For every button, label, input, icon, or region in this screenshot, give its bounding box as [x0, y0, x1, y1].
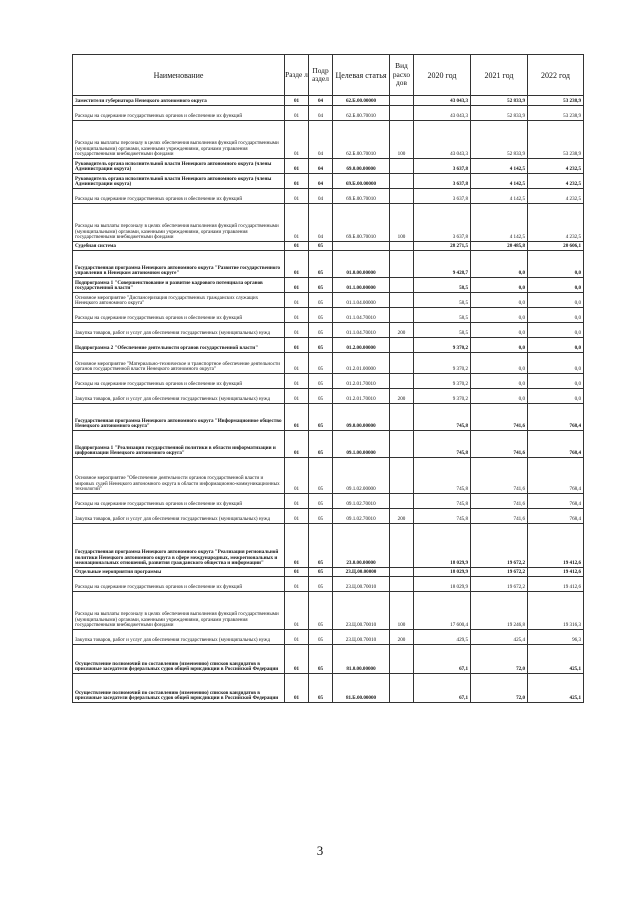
- table-row: [73, 494, 584, 509]
- row-razdel: 01: [285, 242, 309, 251]
- row-2022: 425,1: [528, 645, 584, 674]
- table-row: [73, 353, 584, 374]
- row-2022: 4 232,5: [528, 189, 584, 204]
- row-podrazdel: 05: [309, 338, 333, 353]
- row-2021: 52 833,9: [471, 96, 528, 106]
- row-2022: 768,4: [528, 494, 584, 509]
- row-target: 62.Б.00.00000: [333, 96, 390, 106]
- row-2021: 0,0: [471, 278, 528, 293]
- row-razdel: 01: [285, 353, 309, 374]
- row-podrazdel: 05: [309, 389, 333, 404]
- row-target: 62.Б.00.70010: [333, 121, 390, 159]
- table-row: [73, 323, 584, 338]
- row-2022: 0,0: [528, 338, 584, 353]
- table-row: [73, 524, 584, 568]
- table-row: [73, 242, 584, 251]
- table-row: [73, 389, 584, 404]
- row-name: Расходы на выплаты персоналу в целях обеспечения выполнения функций государственными (муниципальными) органами, казенными учреждениями, органами управления государственными внебюджетными фондами: [73, 121, 285, 159]
- row-razdel: 01: [285, 338, 309, 353]
- row-razdel: 01: [285, 323, 309, 338]
- row-podrazdel: 05: [309, 630, 333, 645]
- row-podrazdel: 04: [309, 159, 333, 174]
- row-2021: 4 142,5: [471, 204, 528, 242]
- row-2020: 58,5: [414, 278, 471, 293]
- row-vid: [390, 278, 414, 293]
- col-header-razdel: Разде л: [285, 55, 309, 96]
- row-2021: 0,0: [471, 389, 528, 404]
- row-2021: 0,0: [471, 323, 528, 338]
- col-header-vid: Вид расхо дов: [390, 55, 414, 96]
- row-2020: 18 029,9: [414, 568, 471, 577]
- row-2020: 18 029,9: [414, 577, 471, 592]
- col-header-target: Целевая статья: [333, 55, 390, 96]
- row-podrazdel: 05: [309, 308, 333, 323]
- row-target: 23.Ц.00.70010: [333, 592, 390, 630]
- row-vid: [390, 159, 414, 174]
- table-header-row: [73, 55, 584, 96]
- row-2021: 52 833,9: [471, 121, 528, 159]
- table-row: [73, 189, 584, 204]
- col-header-2022: 2022 год: [528, 55, 584, 96]
- row-vid: [390, 189, 414, 204]
- row-2020: 58,5: [414, 293, 471, 308]
- row-2021: 19 672,2: [471, 568, 528, 577]
- row-razdel: 01: [285, 524, 309, 568]
- row-2020: 745,8: [414, 458, 471, 494]
- row-2022: 425,1: [528, 674, 584, 703]
- row-name: Судебная система: [73, 242, 285, 251]
- row-target: 23.0.00.00000: [333, 524, 390, 568]
- row-name: Подпрограмма 1 "Реализация государственной политики в области информатизации и цифровизации Ненецкого автономного округа": [73, 431, 285, 458]
- row-2021: 52 833,9: [471, 106, 528, 121]
- row-target: 01.2.00.00000: [333, 338, 390, 353]
- row-razdel: 01: [285, 630, 309, 645]
- row-2021: 4 142,5: [471, 174, 528, 189]
- row-target: 09.0.00.00000: [333, 404, 390, 431]
- row-target: 69.Б.00.00000: [333, 174, 390, 189]
- row-target: 01.0.00.00000: [333, 251, 390, 278]
- row-2022: 0,0: [528, 374, 584, 389]
- row-2022: 4 232,5: [528, 204, 584, 242]
- row-vid: 100: [390, 204, 414, 242]
- table-row: [73, 159, 584, 174]
- row-2022: 0,0: [528, 293, 584, 308]
- row-2022: 0,0: [528, 389, 584, 404]
- row-name: Руководитель органа исполнительной власти Ненецкого автономного округа (члены Администрации округа): [73, 159, 285, 174]
- row-target: 69.Б.00.70010: [333, 204, 390, 242]
- row-vid: [390, 404, 414, 431]
- row-name: Расходы на содержание государственных органов и обеспечение их функций: [73, 374, 285, 389]
- row-razdel: 01: [285, 494, 309, 509]
- table-row: [73, 404, 584, 431]
- row-vid: [390, 577, 414, 592]
- table-row: [73, 106, 584, 121]
- table-row: [73, 278, 584, 293]
- row-razdel: 01: [285, 645, 309, 674]
- row-vid: 200: [390, 509, 414, 524]
- row-razdel: 01: [285, 404, 309, 431]
- table-row: [73, 251, 584, 278]
- row-2021: 72,0: [471, 645, 528, 674]
- row-2021: 72,0: [471, 674, 528, 703]
- row-target: 62.Б.00.70010: [333, 106, 390, 121]
- row-name: Государственная программа Ненецкого автономного округа "Информационное общество Ненецкого автономного округа": [73, 404, 285, 431]
- row-vid: [390, 174, 414, 189]
- row-2020: 9 370,2: [414, 374, 471, 389]
- row-2022: 53 238,9: [528, 121, 584, 159]
- row-vid: 200: [390, 630, 414, 645]
- row-2022: 96,3: [528, 630, 584, 645]
- row-name: Заместители губернатора Ненецкого автономного округа: [73, 96, 285, 106]
- row-vid: [390, 431, 414, 458]
- row-name: Закупка товаров, работ и услуг для обеспечения государственных (муниципальных) нужд: [73, 630, 285, 645]
- table-row: [73, 458, 584, 494]
- row-2020: 28 271,5: [414, 242, 471, 251]
- row-2021: 20 485,8: [471, 242, 528, 251]
- row-razdel: 01: [285, 159, 309, 174]
- table-row: [73, 674, 584, 703]
- row-podrazdel: 05: [309, 458, 333, 494]
- table-row: [73, 374, 584, 389]
- row-2022: 53 238,9: [528, 106, 584, 121]
- row-target: 09.1.02.00000: [333, 458, 390, 494]
- row-2022: 0,0: [528, 323, 584, 338]
- col-header-name: Наименование: [73, 55, 285, 96]
- row-2021: 0,0: [471, 353, 528, 374]
- row-podrazdel: 05: [309, 509, 333, 524]
- row-target: 69.0.00.00000: [333, 159, 390, 174]
- row-podrazdel: 05: [309, 577, 333, 592]
- row-2022: 0,0: [528, 251, 584, 278]
- row-2022: 768,4: [528, 431, 584, 458]
- row-2020: 3 637,8: [414, 174, 471, 189]
- row-2020: 745,8: [414, 431, 471, 458]
- row-2021: 741,6: [471, 404, 528, 431]
- row-2020: 18 029,9: [414, 524, 471, 568]
- row-target: 01.2.01.00000: [333, 353, 390, 374]
- row-name: Закупка товаров, работ и услуг для обеспечения государственных (муниципальных) нужд: [73, 389, 285, 404]
- row-razdel: 01: [285, 389, 309, 404]
- row-name: Расходы на выплаты персоналу в целях обеспечения выполнения функций государственными (муниципальными) органами, казенными учреждениями, органами управления государственными внебюджетными фондами: [73, 592, 285, 630]
- row-2020: 9 370,2: [414, 353, 471, 374]
- row-name: Подпрограмма 2 "Обеспечение деятельности органов государственной власти": [73, 338, 285, 353]
- row-vid: [390, 374, 414, 389]
- row-vid: 200: [390, 389, 414, 404]
- row-2022: 0,0: [528, 278, 584, 293]
- row-podrazdel: 04: [309, 204, 333, 242]
- row-2020: 67,1: [414, 674, 471, 703]
- row-razdel: 01: [285, 568, 309, 577]
- row-2022: 53 238,9: [528, 96, 584, 106]
- row-2021: 19 246,8: [471, 592, 528, 630]
- row-name: Основное мероприятие "Диспансеризация государственных гражданских служащих Ненецкого автономного округа": [73, 293, 285, 308]
- row-2021: 19 672,2: [471, 577, 528, 592]
- row-razdel: 01: [285, 293, 309, 308]
- budget-table: [72, 54, 584, 703]
- row-2020: 3 637,8: [414, 204, 471, 242]
- row-target: 09.1.00.00000: [333, 431, 390, 458]
- row-razdel: 01: [285, 204, 309, 242]
- row-vid: [390, 293, 414, 308]
- row-2021: 4 142,5: [471, 159, 528, 174]
- row-razdel: 01: [285, 121, 309, 159]
- row-target: 23.Ц.00.70010: [333, 577, 390, 592]
- row-target: 01.1.04.70010: [333, 308, 390, 323]
- row-target: 01.1.04.70010: [333, 323, 390, 338]
- row-2021: 741,6: [471, 458, 528, 494]
- row-name: Государственная программа Ненецкого автономного округа "Реализация региональной политики Ненецкого автономного округа в сфере международных, межрегиональных и межнациональных отношений, развития гражданского общества и информации": [73, 524, 285, 568]
- row-target: 81.0.00.00000: [333, 645, 390, 674]
- col-header-podrazdel: Подр аздел: [309, 55, 333, 96]
- col-header-2021: 2021 год: [471, 55, 528, 96]
- table-row: [73, 568, 584, 577]
- row-2022: 19 412,6: [528, 577, 584, 592]
- row-2021: 741,6: [471, 431, 528, 458]
- row-2020: 58,5: [414, 308, 471, 323]
- row-name: Закупка товаров, работ и услуг для обеспечения государственных (муниципальных) нужд: [73, 323, 285, 338]
- row-2020: 3 637,8: [414, 159, 471, 174]
- row-name: Закупка товаров, работ и услуг для обеспечения государственных (муниципальных) нужд: [73, 509, 285, 524]
- row-podrazdel: 05: [309, 431, 333, 458]
- row-vid: [390, 242, 414, 251]
- row-vid: 100: [390, 121, 414, 159]
- row-podrazdel: 05: [309, 251, 333, 278]
- row-razdel: 01: [285, 174, 309, 189]
- row-vid: [390, 494, 414, 509]
- row-target: 01.1.04.00000: [333, 293, 390, 308]
- row-2020: 745,8: [414, 509, 471, 524]
- row-2021: 4 142,5: [471, 189, 528, 204]
- row-2020: 43 043,3: [414, 106, 471, 121]
- row-2021: 741,6: [471, 509, 528, 524]
- row-vid: 100: [390, 592, 414, 630]
- row-razdel: 01: [285, 509, 309, 524]
- row-2020: 43 043,3: [414, 121, 471, 159]
- row-vid: [390, 308, 414, 323]
- row-name: Руководитель органа исполнительной власти Ненецкого автономного округа (члены Администрации округа): [73, 174, 285, 189]
- row-2020: 429,5: [414, 630, 471, 645]
- table-row: [73, 338, 584, 353]
- row-vid: [390, 645, 414, 674]
- row-vid: [390, 524, 414, 568]
- row-razdel: 01: [285, 308, 309, 323]
- row-razdel: 01: [285, 106, 309, 121]
- row-2022: 768,4: [528, 509, 584, 524]
- row-2021: 0,0: [471, 374, 528, 389]
- table-row: [73, 645, 584, 674]
- row-razdel: 01: [285, 251, 309, 278]
- row-2020: 58,5: [414, 323, 471, 338]
- page-number: 3: [316, 843, 324, 858]
- row-name: Основное мероприятие "Материально-техническое и транспортное обеспечение деятельности органов государственной власти Ненецкого автономного округа": [73, 353, 285, 374]
- row-2021: 0,0: [471, 308, 528, 323]
- row-target: 69.Б.00.70010: [333, 189, 390, 204]
- row-razdel: 01: [285, 278, 309, 293]
- row-target: 23.Ц.00.70010: [333, 630, 390, 645]
- row-razdel: 01: [285, 592, 309, 630]
- row-vid: [390, 674, 414, 703]
- row-name: Осуществление полномочий по составлению (изменению) списков кандидатов в присяжные заседатели федеральных судов общей юрисдикции в Российской Федерации: [73, 645, 285, 674]
- table-row: [73, 293, 584, 308]
- row-2020: 745,8: [414, 404, 471, 431]
- row-podrazdel: 04: [309, 96, 333, 106]
- row-target: 01.2.01.70010: [333, 374, 390, 389]
- row-target: 01.2.01.70010: [333, 389, 390, 404]
- table-row: [73, 96, 584, 106]
- row-razdel: 01: [285, 374, 309, 389]
- row-razdel: 01: [285, 577, 309, 592]
- row-vid: [390, 458, 414, 494]
- row-name: Расходы на содержание государственных органов и обеспечение их функций: [73, 577, 285, 592]
- row-name: Расходы на содержание государственных органов и обеспечение их функций: [73, 106, 285, 121]
- row-2020: 3 637,8: [414, 189, 471, 204]
- row-podrazdel: 05: [309, 592, 333, 630]
- row-razdel: 01: [285, 96, 309, 106]
- row-podrazdel: 05: [309, 524, 333, 568]
- row-podrazdel: 05: [309, 293, 333, 308]
- row-2021: 19 672,2: [471, 524, 528, 568]
- row-target: 09.1.02.70010: [333, 509, 390, 524]
- table-row: [73, 308, 584, 323]
- row-name: Расходы на содержание государственных органов и обеспечение их функций: [73, 308, 285, 323]
- row-podrazdel: 05: [309, 494, 333, 509]
- row-vid: 200: [390, 323, 414, 338]
- row-2021: 0,0: [471, 293, 528, 308]
- row-vid: [390, 353, 414, 374]
- row-podrazdel: 05: [309, 568, 333, 577]
- row-vid: [390, 96, 414, 106]
- row-podrazdel: 05: [309, 674, 333, 703]
- row-name: Расходы на содержание государственных органов и обеспечение их функций: [73, 189, 285, 204]
- row-2022: 0,0: [528, 308, 584, 323]
- row-podrazdel: 04: [309, 189, 333, 204]
- row-razdel: 01: [285, 431, 309, 458]
- row-2022: 4 232,5: [528, 159, 584, 174]
- row-name: Государственная программа Ненецкого автономного округа "Развитие государственного управления в Ненецком автономном округе": [73, 251, 285, 278]
- row-2022: 19 316,3: [528, 592, 584, 630]
- row-2022: 0,0: [528, 353, 584, 374]
- table-row: [73, 630, 584, 645]
- row-podrazdel: 05: [309, 323, 333, 338]
- row-podrazdel: 04: [309, 174, 333, 189]
- row-name: Отдельные мероприятия программы: [73, 568, 285, 577]
- table-row: [73, 592, 584, 630]
- row-podrazdel: 05: [309, 645, 333, 674]
- row-podrazdel: 04: [309, 106, 333, 121]
- row-podrazdel: 05: [309, 353, 333, 374]
- row-2020: 43 043,3: [414, 96, 471, 106]
- row-2020: 9 370,2: [414, 338, 471, 353]
- row-2022: 4 232,5: [528, 174, 584, 189]
- row-podrazdel: 05: [309, 278, 333, 293]
- table-row: [73, 509, 584, 524]
- row-name: Основное мероприятие "Обеспечение деятельности органов государственной власти и мировых судей Ненецкого автономного округа в области информационно-коммуникационных технологий": [73, 458, 285, 494]
- row-2022: 20 606,1: [528, 242, 584, 251]
- row-target: 81.Б.00.00000: [333, 674, 390, 703]
- row-2021: 425,4: [471, 630, 528, 645]
- row-2022: 19 412,6: [528, 524, 584, 568]
- row-podrazdel: 04: [309, 121, 333, 159]
- table-row: [73, 577, 584, 592]
- col-header-2020: 2020 год: [414, 55, 471, 96]
- row-razdel: 01: [285, 674, 309, 703]
- row-2021: 0,0: [471, 338, 528, 353]
- row-2020: 17 600,4: [414, 592, 471, 630]
- row-2020: 67,1: [414, 645, 471, 674]
- row-target: 09.1.02.70010: [333, 494, 390, 509]
- table-body: [73, 96, 584, 703]
- row-2022: 768,4: [528, 458, 584, 494]
- row-target: [333, 242, 390, 251]
- row-podrazdel: 05: [309, 374, 333, 389]
- row-podrazdel: 05: [309, 404, 333, 431]
- row-target: 01.1.00.00000: [333, 278, 390, 293]
- table-row: [73, 204, 584, 242]
- row-2020: 9 370,2: [414, 389, 471, 404]
- row-2022: 768,4: [528, 404, 584, 431]
- row-razdel: 01: [285, 458, 309, 494]
- row-2021: 741,6: [471, 494, 528, 509]
- table-row: [73, 431, 584, 458]
- row-vid: [390, 251, 414, 278]
- row-vid: [390, 106, 414, 121]
- row-name: Осуществление полномочий по составлению (изменению) списков кандидатов в присяжные заседатели федеральных судов общей юрисдикции в Российской Федерации: [73, 674, 285, 703]
- row-2021: 0,0: [471, 251, 528, 278]
- row-2020: 9 428,7: [414, 251, 471, 278]
- row-2022: 19 412,6: [528, 568, 584, 577]
- row-2020: 745,8: [414, 494, 471, 509]
- row-name: Подпрограмма 1 "Совершенствование и развитие кадрового потенциала органов государственной власти": [73, 278, 285, 293]
- row-target: 23.Ц.00.00000: [333, 568, 390, 577]
- row-podrazdel: 05: [309, 242, 333, 251]
- row-vid: [390, 568, 414, 577]
- row-name: Расходы на выплаты персоналу в целях обеспечения выполнения функций государственными (муниципальными) органами, казенными учреждениями, органами управления государственными внебюджетными фондами: [73, 204, 285, 242]
- table-row: [73, 174, 584, 189]
- table-row: [73, 121, 584, 159]
- row-name: Расходы на содержание государственных органов и обеспечение их функций: [73, 494, 285, 509]
- row-razdel: 01: [285, 189, 309, 204]
- row-vid: [390, 338, 414, 353]
